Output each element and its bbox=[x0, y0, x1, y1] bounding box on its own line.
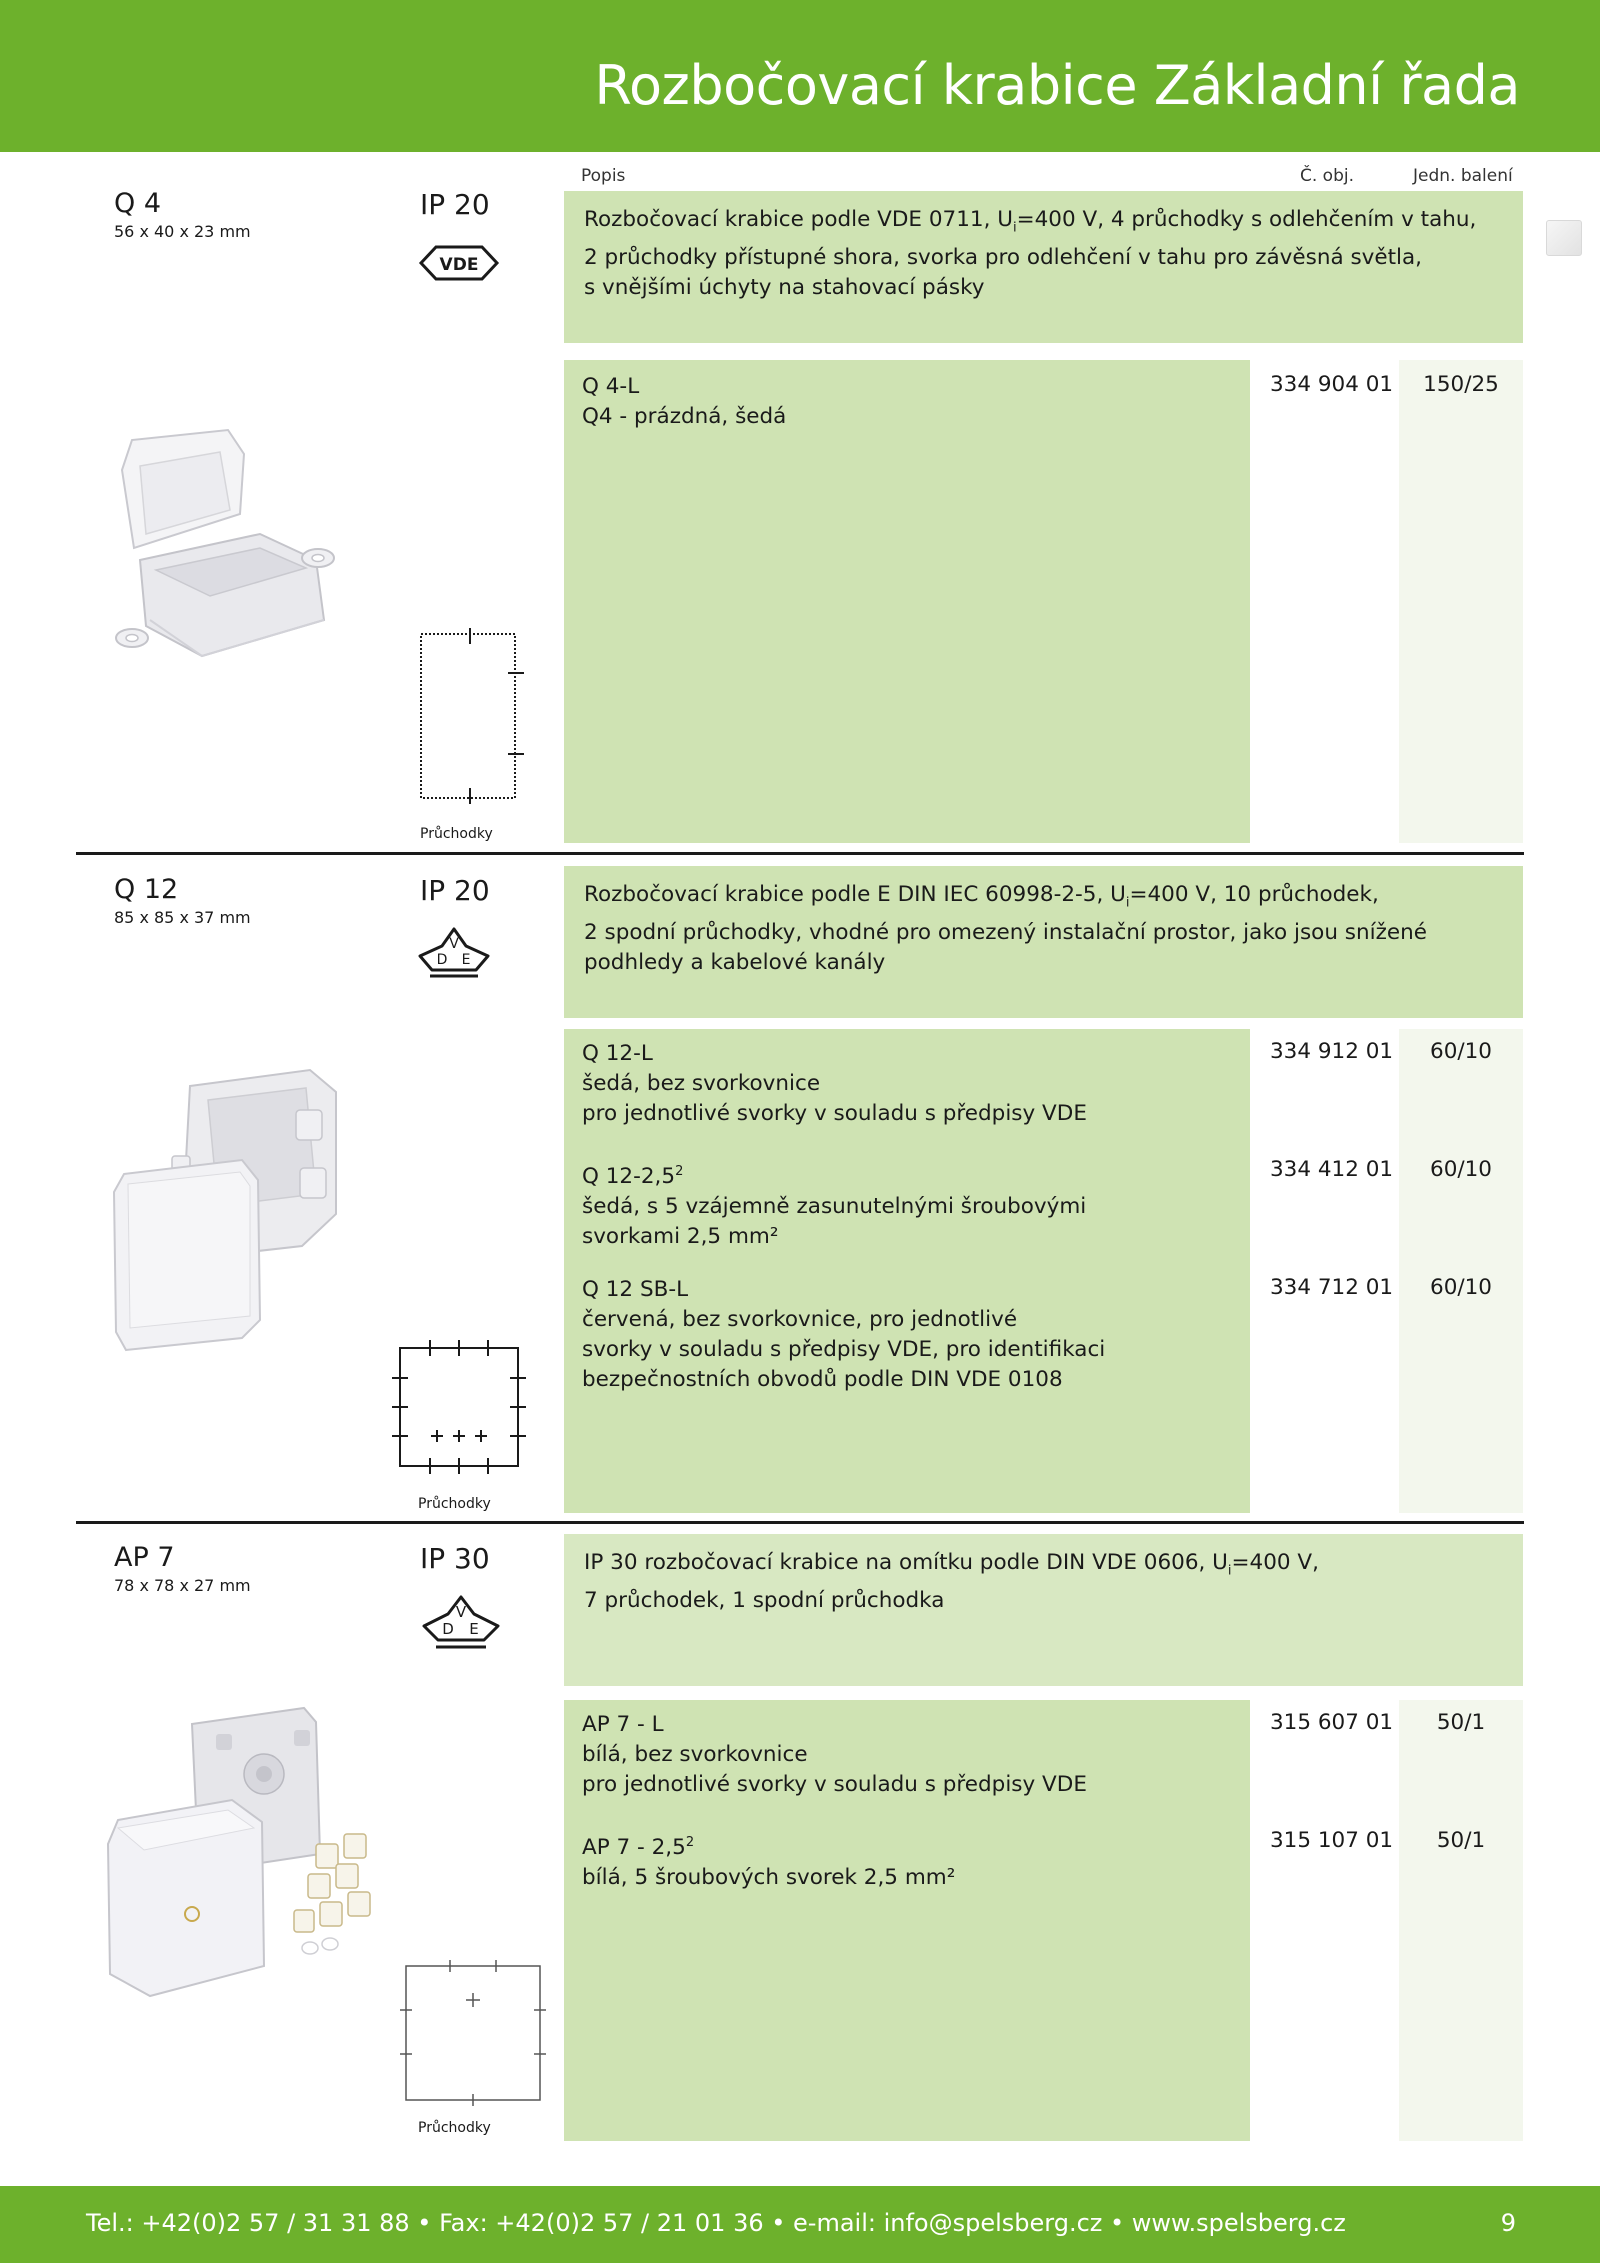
variant-name: AP 7 - L bbox=[582, 1712, 664, 1737]
mark-letter-left: D bbox=[436, 952, 448, 968]
side-tab-thumbnail bbox=[1546, 220, 1582, 256]
packaging-unit: 60/10 bbox=[1430, 1157, 1492, 1182]
entries-label: Průchodky bbox=[420, 826, 493, 842]
order-number: 334 904 01 bbox=[1270, 372, 1394, 397]
variant-detail: bílá, bez svorkovnice bbox=[582, 1742, 808, 1767]
variant-box bbox=[564, 1700, 1250, 2141]
variant-name: Q $12-2,5^2$ bbox=[582, 1164, 684, 1190]
description-line-2: 7 průchodek, 1 spodní průchodka bbox=[584, 1588, 945, 1614]
description-line-1: IP 30 rozbočovací krabice na omítku podle DIN VDE 0606, $U_i=400$ V, bbox=[584, 1550, 1319, 1579]
description-line-2: 2 spodní průchodky, vhodné pro omezený instalační prostor, jako jsou snížené bbox=[584, 920, 1427, 946]
description-box bbox=[564, 191, 1523, 343]
variant-detail: pro jednotlivé svorky v souladu s předpisy VDE bbox=[582, 1772, 1087, 1797]
description-box bbox=[564, 866, 1523, 1018]
order-number: 315 107 01 bbox=[1270, 1828, 1394, 1853]
variant-detail: svorky v souladu s předpisy VDE, pro identifikaci bbox=[582, 1337, 1106, 1362]
ip-rating: IP 20 bbox=[420, 874, 490, 907]
dve-approval-mark-icon bbox=[414, 926, 494, 986]
dve-approval-mark-icon bbox=[418, 1594, 504, 1656]
ip-rating: IP 30 bbox=[420, 1542, 490, 1575]
product-code: Q 12 bbox=[114, 874, 179, 905]
q4-junction-box-image bbox=[110, 430, 340, 670]
variant-detail: pro jednotlivé svorky v souladu s předpisy VDE bbox=[582, 1101, 1087, 1126]
vde-mark-icon bbox=[418, 244, 500, 282]
page-title: Rozbočovací krabice Základní řada bbox=[594, 54, 1520, 117]
description-line-2: 2 průchodky přístupné shora, svorka pro odlehčení v tahu pro závěsná světla, bbox=[584, 245, 1423, 271]
product-code: AP 7 bbox=[114, 1542, 175, 1573]
packaging-unit: 60/10 bbox=[1430, 1275, 1492, 1300]
packaging-unit: 50/1 bbox=[1436, 1710, 1486, 1735]
product-dimensions: 78 x 78 x 27 mm bbox=[114, 1576, 251, 1595]
mark-letter-top: V bbox=[455, 1603, 467, 1621]
variant-detail: červená, bez svorkovnice, pro jednotlivé bbox=[582, 1307, 1018, 1332]
variant-detail: šedá, bez svorkovnice bbox=[582, 1071, 821, 1096]
column-heading-description: Popis bbox=[581, 166, 626, 186]
packaging-column bbox=[1399, 1029, 1523, 1513]
product-code: Q 4 bbox=[114, 188, 162, 219]
packaging-unit: 50/1 bbox=[1436, 1828, 1486, 1853]
order-number: 315 607 01 bbox=[1270, 1710, 1394, 1735]
packaging-column bbox=[1399, 1700, 1523, 2141]
description-box bbox=[564, 1534, 1523, 1686]
packaging-unit: 150/25 bbox=[1423, 372, 1499, 397]
column-heading-order-number: Č. obj. bbox=[1300, 166, 1354, 186]
packaging-column bbox=[1399, 360, 1523, 843]
order-number: 334 712 01 bbox=[1270, 1275, 1394, 1300]
mark-letter-left: D bbox=[442, 1620, 454, 1638]
variant-name: Q 12-L bbox=[582, 1041, 653, 1066]
entries-label: Průchodky bbox=[418, 1496, 491, 1512]
q12-entries-diagram bbox=[390, 1336, 530, 1476]
description-line-1: Rozbočovací krabice podle E DIN IEC 60998-2-5, $U_i=400$ V, 10 průchodek, bbox=[584, 882, 1379, 911]
order-number: 334 412 01 bbox=[1270, 1157, 1394, 1182]
footer-contact-info: Tel.: +42(0)2 57 / 31 31 88 • Fax: +42(0)2 57 / 21 01 36 • e-mail: info@spelsberg.cz • www.spelsberg.cz bbox=[86, 2209, 1346, 2237]
description-line-3: s vnějšími úchyty na stahovací pásky bbox=[584, 275, 985, 301]
description-line-3: podhledy a kabelové kanály bbox=[584, 950, 886, 976]
variant-name: Q 12 SB-L bbox=[582, 1277, 689, 1302]
section-divider bbox=[76, 852, 1524, 855]
column-heading-packaging: Jedn. balení bbox=[1413, 166, 1513, 186]
ap7-junction-box-image bbox=[104, 1704, 394, 2004]
product-dimensions: 85 x 85 x 37 mm bbox=[114, 908, 251, 927]
vde-mark-text: VDE bbox=[439, 255, 479, 275]
entries-label: Průchodky bbox=[418, 2120, 491, 2136]
mark-letter-top: V bbox=[449, 936, 459, 952]
description-line-1: Rozbočovací krabice podle VDE 0711, $U_i=400$ V, 4 průchodky s odlehčením v tahu, bbox=[584, 207, 1477, 236]
ip-rating: IP 20 bbox=[420, 188, 490, 221]
packaging-unit: 60/10 bbox=[1430, 1039, 1492, 1064]
q12-junction-box-image bbox=[110, 1064, 340, 1354]
variant-name: Q 4-L bbox=[582, 374, 640, 399]
variant-detail: šedá, s 5 vzájemně zasunutelnými šroubovými bbox=[582, 1194, 1087, 1220]
order-number: 334 912 01 bbox=[1270, 1039, 1394, 1064]
section-divider bbox=[76, 1521, 1524, 1524]
q4-entries-diagram bbox=[418, 628, 528, 808]
ap7-entries-diagram bbox=[398, 1960, 548, 2108]
variant-box bbox=[564, 1029, 1250, 1513]
mark-letter-right: E bbox=[461, 952, 471, 968]
variant-detail: bezpečnostních obvodů podle DIN VDE 0108 bbox=[582, 1367, 1063, 1392]
mark-letter-right: E bbox=[469, 1620, 479, 1638]
variant-detail: bílá, 5 šroubových svorek 2,5 mm² bbox=[582, 1865, 956, 1891]
variant-box bbox=[564, 360, 1250, 843]
page-number: 9 bbox=[1500, 2209, 1516, 2237]
variant-detail: svorkami 2,5 mm² bbox=[582, 1224, 779, 1250]
variant-detail: Q4 - prázdná, šedá bbox=[582, 404, 787, 429]
product-dimensions: 56 x 40 x 23 mm bbox=[114, 222, 251, 241]
variant-name: AP $7 - 2,5^2$ bbox=[582, 1835, 695, 1861]
